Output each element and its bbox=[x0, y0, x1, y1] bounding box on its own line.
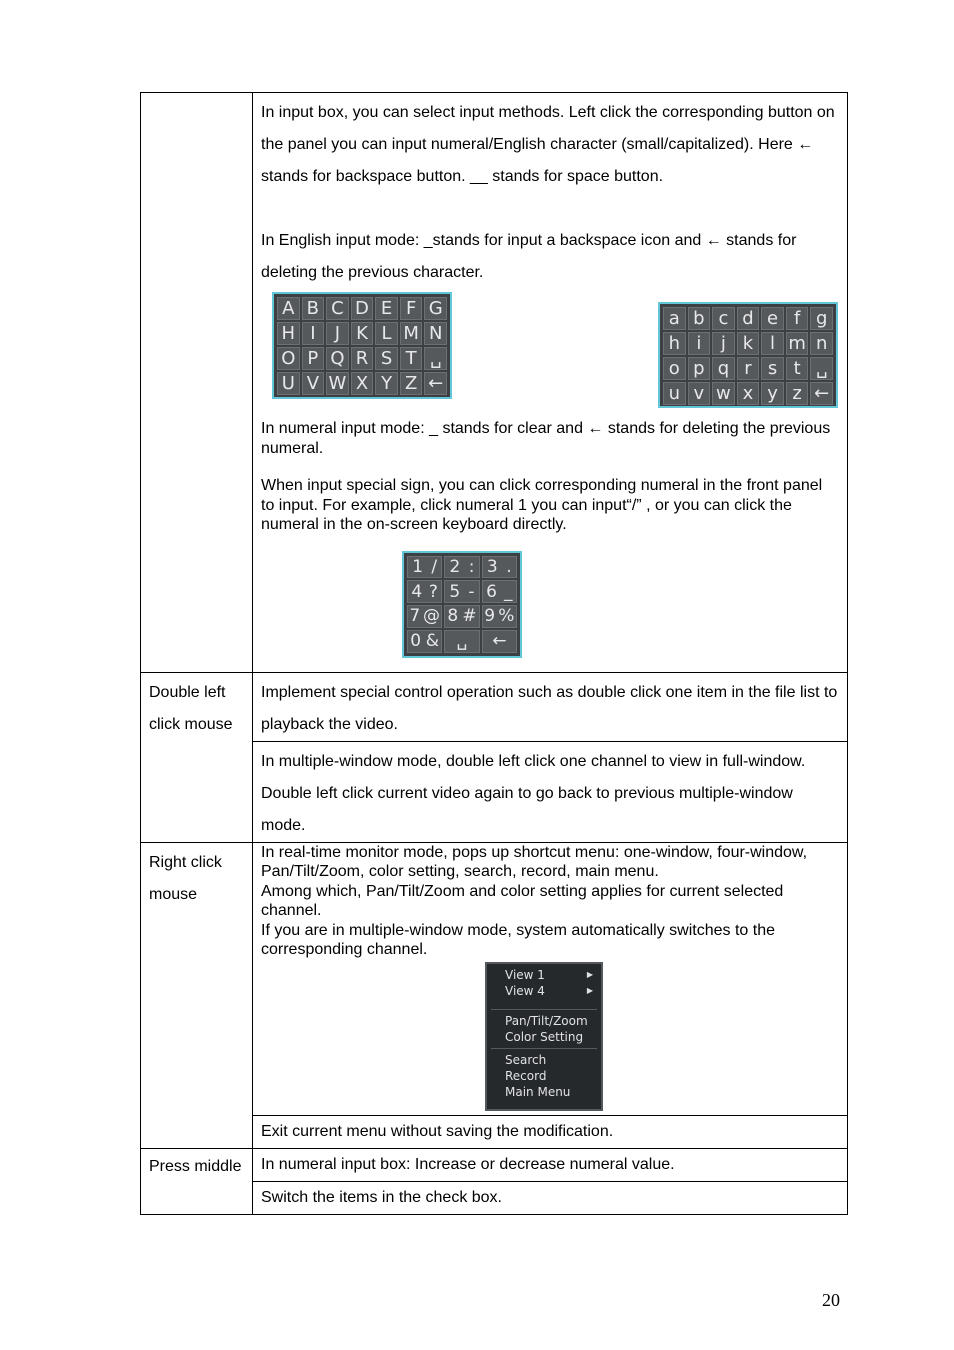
numeral-key[interactable] bbox=[482, 580, 517, 603]
letter-keyboards bbox=[261, 292, 839, 410]
menu-item-label: View 1 bbox=[505, 967, 545, 982]
lowercase-key[interactable]: g bbox=[810, 307, 833, 330]
menu-bottom-padding bbox=[487, 1100, 601, 1106]
press-middle-label-cell bbox=[141, 1148, 253, 1214]
page-number: 20 bbox=[822, 1290, 840, 1310]
right-click-desc-cell-2 bbox=[253, 1115, 848, 1148]
press-middle-desc-cell-2 bbox=[253, 1181, 848, 1214]
numeral-key[interactable] bbox=[444, 556, 479, 579]
mouse-operation-table bbox=[140, 92, 848, 1215]
numeral-key-digit: 4 bbox=[411, 581, 423, 602]
lowercase-key[interactable]: ␣ bbox=[810, 357, 833, 380]
uppercase-key[interactable]: C bbox=[326, 297, 349, 320]
uppercase-key[interactable]: W bbox=[326, 372, 349, 395]
menu-item-label: Search bbox=[505, 1052, 547, 1067]
numeral-keyboard bbox=[402, 551, 522, 658]
numeral-key-symbol: % bbox=[498, 606, 515, 627]
right-click-desc-cell bbox=[253, 842, 848, 1115]
uppercase-key[interactable]: S bbox=[375, 347, 398, 370]
lowercase-key[interactable]: n bbox=[810, 332, 833, 355]
numeral-key-digit: 8 bbox=[447, 606, 459, 627]
uppercase-key[interactable]: K bbox=[351, 322, 374, 345]
row-label-empty bbox=[141, 93, 253, 673]
table-row bbox=[141, 842, 848, 1115]
uppercase-key[interactable]: J bbox=[326, 322, 349, 345]
numeral-key-digit: 2 bbox=[449, 556, 461, 577]
menu-separator bbox=[491, 1048, 597, 1049]
double-left-desc-cell bbox=[253, 672, 848, 741]
lowercase-key[interactable]: p bbox=[688, 357, 711, 380]
numeral-key-digit: 0 bbox=[410, 631, 422, 652]
uppercase-key[interactable]: R bbox=[351, 347, 374, 370]
right-click-line-1: In real-time monitor mode, pops up shortcut menu: one-window, four-window, Pan/Tilt/Zoom, color setting, search, record, main menu. bbox=[261, 843, 808, 880]
numeral-backspace-key[interactable]: ← bbox=[482, 630, 517, 653]
menu-item[interactable] bbox=[487, 1084, 601, 1100]
numeral-key[interactable] bbox=[444, 580, 479, 603]
uppercase-key[interactable]: Q bbox=[326, 347, 349, 370]
numeral-key-symbol: _ bbox=[503, 581, 513, 602]
lowercase-key[interactable]: m bbox=[786, 332, 809, 355]
numeral-key-symbol: / bbox=[431, 556, 438, 577]
lowercase-key[interactable]: i bbox=[688, 332, 711, 355]
menu-item[interactable] bbox=[487, 1068, 601, 1084]
uppercase-keyboard bbox=[272, 292, 452, 399]
table-row bbox=[141, 1148, 848, 1181]
double-left-label-cell bbox=[141, 672, 253, 842]
lowercase-key[interactable]: k bbox=[737, 332, 760, 355]
double-left-desc-1: Implement special control operation such as double click one item in the file list to playback the video. bbox=[261, 683, 838, 733]
menu-item-label: Record bbox=[505, 1068, 547, 1083]
uppercase-key[interactable]: ␣ bbox=[424, 347, 447, 370]
table-row bbox=[141, 672, 848, 741]
lowercase-key[interactable]: f bbox=[786, 307, 809, 330]
submenu-arrow-icon: ▶ bbox=[586, 985, 593, 995]
uppercase-key[interactable]: L bbox=[375, 322, 398, 345]
uppercase-key[interactable]: A bbox=[277, 297, 300, 320]
numeral-key-symbol: @ bbox=[422, 606, 440, 627]
right-click-label: Right click mouse bbox=[149, 853, 222, 903]
english-mode-paragraph: In English input mode: _stands for input a backspace icon and ← stands for deleting the previous character. bbox=[261, 232, 797, 281]
submenu-arrow-icon: ▶ bbox=[586, 969, 593, 979]
menu-item[interactable] bbox=[487, 1052, 601, 1068]
uppercase-key[interactable]: N bbox=[424, 322, 447, 345]
menu-separator bbox=[491, 1009, 597, 1010]
numeral-keyboard-wrap bbox=[261, 551, 839, 658]
menu-item[interactable] bbox=[487, 983, 601, 999]
lowercase-key[interactable]: s bbox=[761, 357, 784, 380]
uppercase-key[interactable]: F bbox=[400, 297, 423, 320]
lowercase-key[interactable]: j bbox=[712, 332, 735, 355]
right-click-label-cell bbox=[141, 842, 253, 1148]
numeral-mode-paragraph: In numeral input mode: _ stands for clear and ← stands for deleting the previous numeral. bbox=[261, 420, 831, 457]
uppercase-key[interactable]: E bbox=[375, 297, 398, 320]
lowercase-key[interactable]: t bbox=[786, 357, 809, 380]
lowercase-key[interactable]: h bbox=[663, 332, 686, 355]
numeral-key-digit: 5 bbox=[449, 581, 461, 602]
lowercase-key[interactable]: x bbox=[737, 382, 760, 405]
uppercase-key[interactable]: M bbox=[400, 322, 423, 345]
menu-item[interactable] bbox=[487, 1029, 601, 1045]
menu-item[interactable] bbox=[487, 967, 601, 983]
uppercase-key[interactable]: B bbox=[302, 297, 325, 320]
uppercase-key[interactable]: ← bbox=[424, 372, 447, 395]
numeral-key-digit: 9 bbox=[484, 606, 496, 627]
right-click-line-3: If you are in multiple-window mode, system automatically switches to the corresponding channel. bbox=[261, 921, 775, 958]
menu-item-label: Pan/Tilt/Zoom bbox=[505, 1013, 588, 1028]
press-middle-desc-cell bbox=[253, 1148, 848, 1181]
lowercase-key[interactable]: r bbox=[737, 357, 760, 380]
lowercase-key[interactable]: a bbox=[663, 307, 686, 330]
double-left-label: Double left click mouse bbox=[149, 683, 233, 733]
numeral-key-symbol: . bbox=[506, 556, 512, 577]
numeral-key-digit: 3 bbox=[486, 556, 498, 577]
double-left-desc-cell-2 bbox=[253, 741, 848, 842]
menu-item-label: Color Setting bbox=[505, 1029, 584, 1044]
lowercase-key[interactable]: e bbox=[761, 307, 784, 330]
lowercase-key[interactable]: ← bbox=[810, 382, 833, 405]
lowercase-key[interactable]: u bbox=[663, 382, 686, 405]
uppercase-key[interactable]: X bbox=[351, 372, 374, 395]
right-click-desc-2: Exit current menu without saving the modification. bbox=[261, 1122, 614, 1140]
numeral-key[interactable] bbox=[407, 580, 442, 603]
input-methods-paragraph: In input box, you can select input methods. Left click the corresponding button on the panel you can input numeral/English character (small/capitalized). Here ← stands for backspace button. __ stands for space button. bbox=[261, 104, 835, 185]
lowercase-keyboard bbox=[658, 302, 838, 408]
shortcut-menu bbox=[485, 962, 603, 1111]
lowercase-key[interactable]: v bbox=[688, 382, 711, 405]
special-sign-paragraph: When input special sign, you can click corresponding numeral in the front panel to input. For example, click numeral 1 you can input“/” , or you can click the numeral in the on-screen keyboard directly. bbox=[261, 477, 823, 533]
lowercase-key[interactable]: l bbox=[761, 332, 784, 355]
numeral-key-digit: 6 bbox=[486, 581, 497, 602]
uppercase-key[interactable]: O bbox=[277, 347, 300, 370]
numeral-key-symbol: # bbox=[462, 606, 477, 627]
uppercase-key[interactable]: P bbox=[302, 347, 325, 370]
lowercase-key[interactable]: c bbox=[712, 307, 735, 330]
numeral-key[interactable] bbox=[444, 605, 479, 628]
uppercase-key[interactable]: U bbox=[277, 372, 300, 395]
double-left-desc-2: In multiple-window mode, double left click one channel to view in full-window. Double left click current video again to go back to previous multiple-window mode. bbox=[261, 752, 806, 834]
numeral-key[interactable] bbox=[482, 605, 517, 628]
numeral-key-symbol: - bbox=[468, 581, 475, 602]
uppercase-key[interactable]: Z bbox=[400, 372, 423, 395]
press-middle-desc-1: In numeral input box: Increase or decrease numeral value. bbox=[261, 1155, 675, 1173]
lowercase-key[interactable]: z bbox=[786, 382, 809, 405]
numeral-key-symbol: : bbox=[468, 556, 475, 577]
numeral-key-symbol: ? bbox=[428, 581, 438, 602]
numeral-key-digit: 7 bbox=[409, 606, 421, 627]
lowercase-key[interactable]: q bbox=[712, 357, 735, 380]
uppercase-key[interactable]: G bbox=[424, 297, 447, 320]
lowercase-key[interactable]: b bbox=[688, 307, 711, 330]
uppercase-key[interactable]: D bbox=[351, 297, 374, 320]
numeral-key[interactable] bbox=[407, 605, 442, 628]
uppercase-key[interactable]: V bbox=[302, 372, 325, 395]
uppercase-key[interactable]: T bbox=[400, 347, 423, 370]
numeral-key[interactable] bbox=[407, 630, 442, 653]
numeral-key-digit: 1 bbox=[412, 556, 424, 577]
numeral-key-symbol: ␣ bbox=[456, 631, 468, 652]
menu-item-label: View 4 bbox=[505, 983, 545, 998]
menu-item[interactable] bbox=[487, 1013, 601, 1029]
numeral-key[interactable] bbox=[407, 556, 442, 579]
uppercase-key[interactable]: Y bbox=[375, 372, 398, 395]
numeral-key-symbol: & bbox=[425, 631, 439, 652]
lowercase-key[interactable]: o bbox=[663, 357, 686, 380]
numeral-key[interactable] bbox=[482, 556, 517, 579]
press-middle-desc-2: Switch the items in the check box. bbox=[261, 1188, 502, 1206]
uppercase-key[interactable]: H bbox=[277, 322, 300, 345]
table-row bbox=[141, 93, 848, 673]
lowercase-key[interactable]: y bbox=[761, 382, 784, 405]
menu-item-label: Main Menu bbox=[505, 1084, 571, 1099]
lowercase-key[interactable]: d bbox=[737, 307, 760, 330]
uppercase-key[interactable]: I bbox=[302, 322, 325, 345]
numeral-key[interactable] bbox=[444, 630, 479, 653]
lowercase-key[interactable]: w bbox=[712, 382, 735, 405]
right-click-line-2: Among which, Pan/Tilt/Zoom and color setting applies for current selected channel. bbox=[261, 882, 784, 919]
input-box-cell bbox=[253, 93, 848, 673]
press-middle-label: Press middle bbox=[149, 1157, 242, 1175]
